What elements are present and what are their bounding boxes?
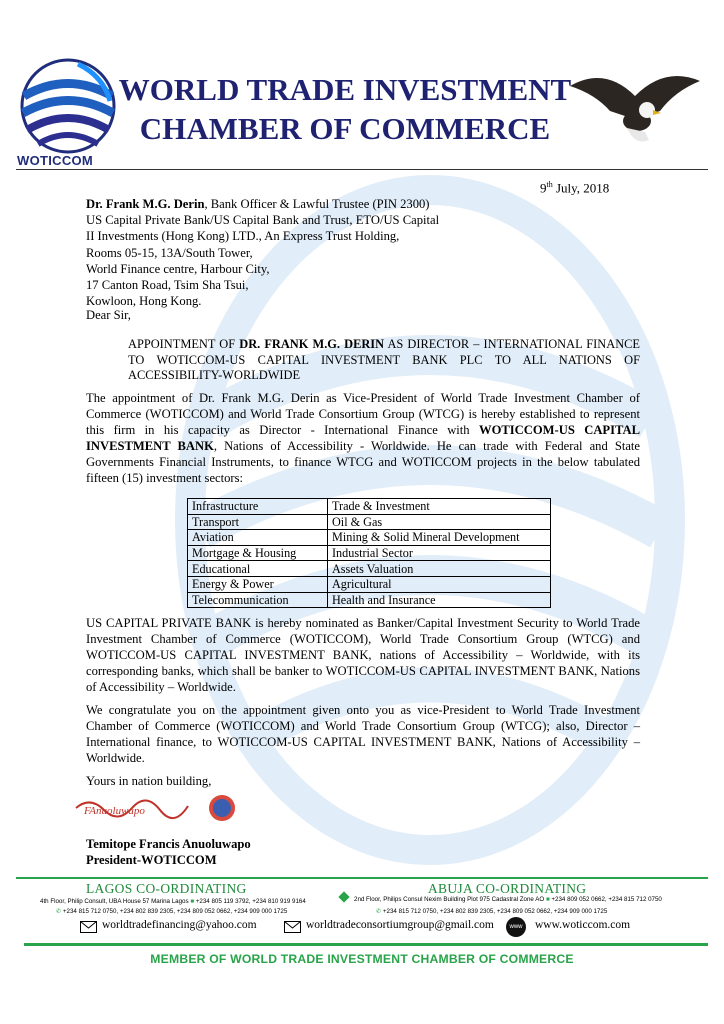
date-rest: July, 2018 xyxy=(552,180,610,196)
address-line-3: II Investments (Hong Kong) LTD., An Express Trust Holding, xyxy=(86,229,400,244)
table-cell: Infrastructure xyxy=(188,499,328,515)
email-link-2[interactable]: worldtradeconsortiumgroup@gmail.com xyxy=(306,919,494,931)
table-cell: Aviation xyxy=(188,530,328,546)
table-row xyxy=(188,561,551,577)
location-marker-icon xyxy=(338,891,349,902)
table-cell: Assets Valuation xyxy=(328,561,551,577)
title-line-2: CHAMBER OF COMMERCE xyxy=(139,111,551,146)
footer-divider-bottom xyxy=(24,943,708,946)
table-cell: Transport xyxy=(188,514,328,530)
sectors-table xyxy=(187,498,551,608)
address-line-4: Rooms 05-15, 13A/South Tower, xyxy=(86,245,253,260)
address-line-5: World Finance centre, Harbour City, xyxy=(86,261,270,276)
address-line-7: Kowloon, Hong Kong. xyxy=(86,294,202,309)
globe-web-icon: www xyxy=(506,917,526,937)
table-cell: Health and Insurance xyxy=(328,592,551,608)
date-suffix: th xyxy=(546,180,553,189)
phone-marker-icon-2: ■ xyxy=(545,896,550,903)
organization-title xyxy=(110,70,580,148)
email-icon-2 xyxy=(284,921,301,933)
table-row xyxy=(188,576,551,592)
signer-block xyxy=(86,836,251,868)
table-cell: Oil & Gas xyxy=(328,514,551,530)
closing: Yours in nation building, xyxy=(86,774,212,788)
signature-text: FAnuoluwapo xyxy=(84,805,145,817)
abuja-phones: ✆ +234 815 712 0750, +234 802 839 2305, +234 809 052 0662, +234 909 000 1725 xyxy=(376,908,608,915)
member-banner: MEMBER OF WORLD TRADE INVESTMENT CHAMBER OF COMMERCE xyxy=(150,952,574,966)
subject-name: DR. FRANK M.G. DERIN xyxy=(239,337,385,351)
table-row xyxy=(188,530,551,546)
table-cell: Educational xyxy=(188,561,328,577)
table-row xyxy=(188,592,551,608)
table-cell: Mortgage & Housing xyxy=(188,545,328,561)
bank-name-bold: WOTICCOM-US CAPITAL INVESTMENT BANK xyxy=(86,423,640,453)
table-row xyxy=(188,499,551,515)
lagos-phones: ✆ +234 815 712 0750, +234 802 839 2305, +234 809 052 0662, +234 909 000 1725 xyxy=(56,908,288,915)
table-cell: Industrial Sector xyxy=(328,545,551,561)
subject-line: APPOINTMENT OF DR. FRANK M.G. DERIN AS DIRECTOR – INTERNATIONAL FINANCE TO WOTICCOM-US CAPITAL INVESTMENT BANK PLC TO ALL NATIONS OF ACCESSIBILITY-WORLDWIDE xyxy=(128,337,640,383)
address-line-1: Dr. Frank M.G. Derin, Bank Officer & Lawful Trustee (PIN 2300) xyxy=(86,197,430,211)
header-divider xyxy=(16,169,708,170)
phone-marker-icon: ■ xyxy=(190,898,195,905)
lagos-address: 4th Floor, Philip Consult, UBA House 57 Marina Lagos ■ +234 805 119 3792, +234 810 919 9164 xyxy=(40,898,306,905)
table-cell: Telecommunication xyxy=(188,592,328,608)
lagos-office-title: LAGOS CO-ORDINATING xyxy=(86,881,247,896)
abuja-office-title: ABUJA CO-ORDINATING xyxy=(428,881,587,896)
table-cell: Trade & Investment xyxy=(328,499,551,515)
title-line-1: WORLD TRADE INVESTMENT xyxy=(118,72,572,107)
table-row xyxy=(188,514,551,530)
address-line-2: US Capital Private Bank/US Capital Bank and Trust, ETO/US Capital xyxy=(86,213,440,228)
abuja-address: 2nd Floor, Philips Consul Nexim Building Plot 975 Cadastral Zone AO ■ +234 809 052 0662, +234 815 712 0750 xyxy=(354,896,662,903)
addressee-name: Dr. Frank M.G. Derin xyxy=(86,197,205,211)
table-cell: Energy & Power xyxy=(188,576,328,592)
phone-icon: ✆ xyxy=(56,908,62,915)
eagle-icon xyxy=(565,66,705,150)
signature-stamp xyxy=(70,790,240,826)
letter-date xyxy=(540,180,609,196)
signer-title: President-WOTICCOM xyxy=(86,853,217,867)
table-cell: Mining & Solid Mineral Development xyxy=(328,530,551,546)
addressee-block xyxy=(86,196,439,309)
salutation: Dear Sir, xyxy=(86,308,131,322)
website-link[interactable]: www.woticcom.com xyxy=(535,919,631,931)
footer-divider-top xyxy=(16,877,708,879)
date-day: 9 xyxy=(540,180,547,196)
signer-name: Temitope Francis Anuoluwapo xyxy=(86,837,251,851)
email-link-1[interactable]: worldtradefinancing@yahoo.com xyxy=(102,919,257,931)
table-row xyxy=(188,545,551,561)
paragraph-congratulations: We congratulate you on the appointment given onto you as vice-President to World Trade Investment Chamber of Commerce (WOTICCOM) and World Trade Consortium Group (WTCG); also, Director – International finance, to WOTICCOM-US CAPITAL INVESTMENT BANK, Nations of Accessibility – Worldwide. xyxy=(86,703,640,765)
paragraph-appointment: The appointment of Dr. Frank M.G. Derin as Vice-President of World Trade Investment Chamber of Commerce (WOTICCOM) and World Trade Consortium Group (WTCG) is hereby established to represent this firm in his capacity as Director - International Finance with WOTICCOM-US CAPITAL INVESTMENT BANK, Nations of Accessibility - Worldwide. He can trade with Federal and State Governments Financial Instruments, to finance WTCG and WOTICCOM projects in the below tabulated fifteen (15) investment sectors: xyxy=(86,391,640,485)
address-line-6: 17 Canton Road, Tsim Sha Tsui, xyxy=(86,278,249,293)
email-icon xyxy=(80,921,97,933)
phone-icon-2: ✆ xyxy=(376,908,382,915)
table-cell: Agricultural xyxy=(328,576,551,592)
globe-logo-icon xyxy=(18,56,118,156)
logo-text: WOTICCOM xyxy=(17,153,94,168)
paragraph-banker: US CAPITAL PRIVATE BANK is hereby nominated as Banker/Capital Investment Security to World Trade Investment Chamber of Commerce (WOTICCOM), World Trade Consortium Group (WTCG) and WOTICCOM-US CAPITAL INVESTMENT BANK, nations of Accessibility – Worldwide, with its corresponding banks, which shall be banker to WOTICCOM-US CAPITAL INVESTMENT BANK, Nations of Accessibility – Worldwide. xyxy=(86,616,640,694)
